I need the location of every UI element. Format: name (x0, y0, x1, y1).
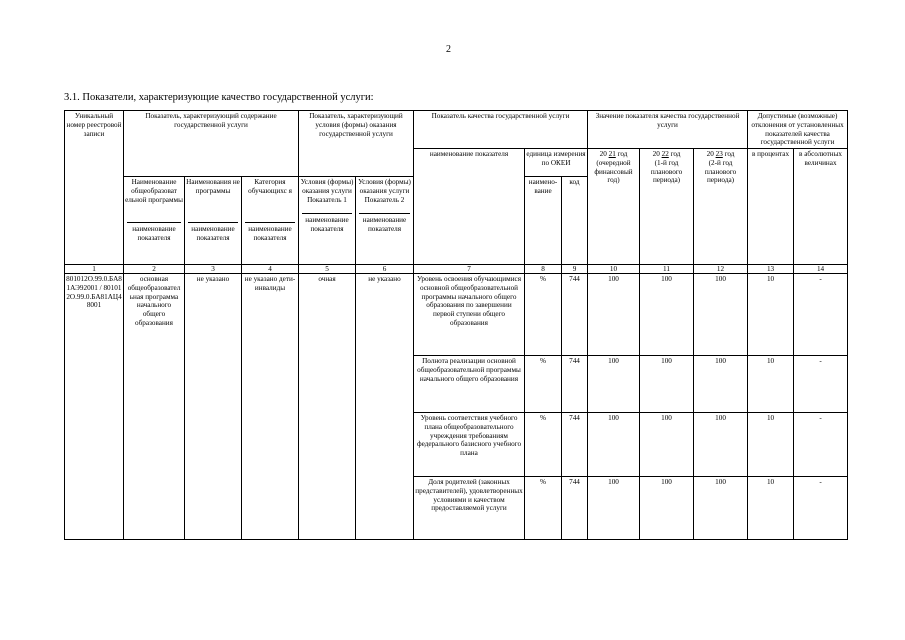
indicator-v11: 100 (640, 477, 694, 540)
header-conditions: Показатель, характеризующий условия (формы) оказания государственной услуги (299, 111, 414, 149)
indicator-v12: 100 (694, 274, 748, 356)
col-num: 3 (185, 265, 242, 274)
header-sub-cond1: Условия (формы) оказания услуги Показатель 1 наименование показателя (299, 177, 356, 265)
header-conditions-gap (299, 149, 414, 177)
record-col3: не указано (185, 274, 242, 540)
header-unit-code: код (562, 177, 588, 265)
page-number: 2 (446, 44, 451, 55)
col-num: 11 (640, 265, 694, 274)
indicator-v10: 100 (588, 477, 640, 540)
record-col5: очная (299, 274, 356, 540)
header-unique: Уникальный номер реестровой записи (65, 111, 124, 265)
indicator-unit: % (525, 477, 562, 540)
header-year3: 20 23 год (2-й год планового периода) (694, 149, 748, 265)
indicator-v10: 100 (588, 356, 640, 413)
indicator-code: 744 (562, 356, 588, 413)
indicator-v13: 10 (748, 477, 794, 540)
col-num: 10 (588, 265, 640, 274)
col-num: 1 (65, 265, 124, 274)
indicator-v14: - (794, 413, 848, 477)
header-dev-abs: в абсолютных величинах (794, 149, 848, 265)
header-content-gap (124, 149, 299, 177)
record-unique: 801012О.99.0.БА81АЭ92001 / 801012О.99.0.БА81АЦ48001 (65, 274, 124, 540)
indicator-v13: 10 (748, 356, 794, 413)
indicator-v10: 100 (588, 413, 640, 477)
header-sub-program: Наименование общеобразоват ельной программы наименование показателя (124, 177, 185, 265)
indicator-name: Уровень освоения обучающимися основной общеобразовательной программы начального общего образования по завершении первой ступени общего образования (414, 274, 525, 356)
col-num: 9 (562, 265, 588, 274)
indicator-code: 744 (562, 274, 588, 356)
header-year2: 20 22 год (1-й год планового периода) (640, 149, 694, 265)
header-deviation: Допустимые (возможные) отклонения от установленных показателей качества государственной услуги (748, 111, 848, 149)
indicator-v14: - (794, 477, 848, 540)
col-num: 12 (694, 265, 748, 274)
record-col6: не указано (356, 274, 414, 540)
indicator-code: 744 (562, 413, 588, 477)
indicator-unit: % (525, 413, 562, 477)
indicator-v12: 100 (694, 413, 748, 477)
header-sub-cond2: Условия (формы) оказания услуги Показатель 2 наименование показателя (356, 177, 414, 265)
indicator-unit: % (525, 356, 562, 413)
indicator-v12: 100 (694, 477, 748, 540)
indicator-name: Уровень соответствия учебного плана общеобразовательного учреждения требованиям федерального базисного учебного плана (414, 413, 525, 477)
header-content: Показатель, характеризующий содержание государственной услуги (124, 111, 299, 149)
table-row (65, 274, 848, 356)
col-num: 2 (124, 265, 185, 274)
record-col4: не указано дети-инвалиды (242, 274, 299, 540)
indicator-v13: 10 (748, 413, 794, 477)
indicator-unit: % (525, 274, 562, 356)
col-num: 5 (299, 265, 356, 274)
header-unit-name: наимено-вание (525, 177, 562, 265)
indicator-name: Полнота реализации основной общеобразовательной программы начального общего образования (414, 356, 525, 413)
col-num: 7 (414, 265, 525, 274)
header-quality-name: наименование показателя (414, 149, 525, 265)
header-year1: 20 21 год (очередной финансовый год) (588, 149, 640, 265)
section-heading: 3.1. Показатели, характеризующие качество государственной услуги: (64, 92, 374, 103)
header-quality: Показатель качества государственной услуги (414, 111, 588, 149)
indicator-code: 744 (562, 477, 588, 540)
header-sub-programs: Наименования не программы наименование показателя (185, 177, 242, 265)
col-num: 14 (794, 265, 848, 274)
header-values: Значение показателя качества государственной услуги (588, 111, 748, 149)
col-num: 6 (356, 265, 414, 274)
col-num: 8 (525, 265, 562, 274)
header-dev-percent: в процентах (748, 149, 794, 265)
indicator-name: Доля родителей (законных представителей), удовлетворенных условиями и качеством предоставляемой услуги (414, 477, 525, 540)
indicator-v11: 100 (640, 413, 694, 477)
indicator-v10: 100 (588, 274, 640, 356)
quality-table (64, 110, 848, 540)
indicator-v13: 10 (748, 274, 794, 356)
record-program: основная общеобразовател ьная программа начального общего образования (124, 274, 185, 540)
indicator-v12: 100 (694, 356, 748, 413)
header-unit: единица измерения по ОКЕИ (525, 149, 588, 177)
indicator-v11: 100 (640, 356, 694, 413)
indicator-v14: - (794, 356, 848, 413)
indicator-v14: - (794, 274, 848, 356)
col-num: 13 (748, 265, 794, 274)
col-num: 4 (242, 265, 299, 274)
column-numbers-row (65, 265, 848, 274)
indicator-v11: 100 (640, 274, 694, 356)
header-sub-category: Категория обучающихс я наименование показателя (242, 177, 299, 265)
